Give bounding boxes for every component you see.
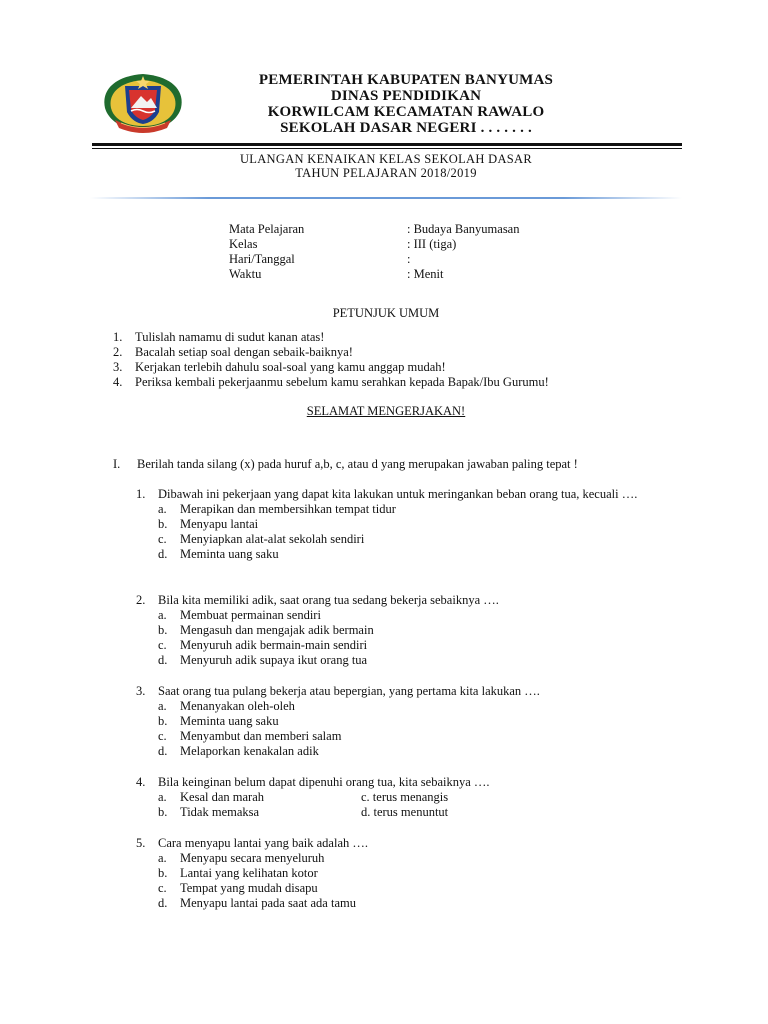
- answer-option[interactable]: [158, 729, 678, 744]
- option-text: Tempat yang mudah disapu: [180, 881, 318, 895]
- question-number: 2.: [136, 593, 146, 607]
- option-text: Menyapu lantai: [180, 517, 259, 531]
- answer-option[interactable]: [158, 623, 678, 638]
- list-item: [113, 345, 549, 360]
- answer-option[interactable]: [158, 638, 678, 653]
- option-letter: b.: [158, 714, 168, 728]
- answer-option[interactable]: [158, 881, 678, 896]
- letterhead-line-district: KORWILCAM KECAMATAN RAWALO: [267, 104, 545, 120]
- option-letter: b.: [158, 623, 168, 637]
- letterhead-line-government: PEMERINTAH KABUPATEN BANYUMAS: [258, 72, 554, 88]
- info-value: : Menit: [407, 267, 444, 281]
- header-divider-thin: [92, 148, 682, 149]
- question-text: Saat orang tua pulang bekerja atau bepergian, yang pertama kita lakukan ….: [158, 684, 540, 698]
- question-4: [136, 775, 678, 820]
- option-letter: c.: [158, 729, 167, 743]
- item-text: Periksa kembali pekerjaanmu sebelum kamu serahkan kepada Bapak/Ibu Gurumu!: [135, 375, 549, 389]
- section-text: Berilah tanda silang (x) pada huruf a,b, c, atau d yang merupakan jawaban paling tepat !: [137, 457, 578, 471]
- answer-option[interactable]: [158, 517, 678, 532]
- answer-option[interactable]: [158, 896, 678, 911]
- answer-options: [158, 790, 678, 820]
- option-letter: c.: [158, 638, 167, 652]
- question-text: Cara menyapu lantai yang baik adalah ….: [158, 836, 368, 850]
- option-letter: a.: [158, 790, 167, 804]
- exam-title-line2: TAHUN PELAJARAN 2018/2019: [295, 166, 477, 180]
- answer-option[interactable]: [361, 805, 448, 820]
- answer-option-row: [158, 790, 678, 805]
- instructions-heading: PETUNJUK UMUM: [332, 306, 440, 320]
- info-label: Waktu: [229, 267, 262, 281]
- question-number: 4.: [136, 775, 146, 789]
- info-value: :: [407, 252, 411, 266]
- option-text: d. terus menuntut: [361, 805, 449, 819]
- option-letter: b.: [158, 866, 168, 880]
- info-row-date: [229, 252, 519, 267]
- info-label: Mata Pelajaran: [229, 222, 305, 236]
- section-heading: [113, 457, 578, 472]
- option-text: Menanyakan oleh-oleh: [180, 699, 295, 713]
- info-row-time: [229, 267, 519, 282]
- option-letter: d.: [158, 896, 168, 910]
- answer-option[interactable]: [158, 502, 678, 517]
- option-text: Membuat permainan sendiri: [180, 608, 321, 622]
- option-text: c. terus menangis: [361, 790, 449, 804]
- option-letter: b.: [158, 517, 168, 531]
- answer-option[interactable]: [158, 653, 678, 668]
- banyumas-regency-emblem-icon: [95, 68, 191, 136]
- answer-option[interactable]: [158, 790, 361, 805]
- answer-option[interactable]: [158, 714, 678, 729]
- instructions-list: [113, 330, 549, 390]
- answer-options: [158, 608, 678, 668]
- option-text: Menyapu lantai pada saat ada tamu: [180, 896, 356, 910]
- list-item: [113, 360, 549, 375]
- question-text: Bila kita memiliki adik, saat orang tua sedang bekerja sebaiknya ….: [158, 593, 499, 607]
- option-letter: d.: [158, 744, 168, 758]
- answer-option[interactable]: [361, 790, 448, 805]
- question-stem: [136, 775, 678, 790]
- option-letter: d.: [158, 547, 168, 561]
- option-letter: b.: [158, 805, 168, 819]
- info-row-subject: [229, 222, 519, 237]
- option-text: Lantai yang kelihatan kotor: [180, 866, 318, 880]
- item-text: Bacalah setiap soal dengan sebaik-baiknya!: [135, 345, 353, 359]
- option-text: Menyambut dan memberi salam: [180, 729, 342, 743]
- answer-option[interactable]: [158, 547, 678, 562]
- info-row-class: [229, 237, 519, 252]
- option-text: Tidak memaksa: [180, 805, 260, 819]
- option-text: Kesal dan marah: [180, 790, 264, 804]
- exam-title-line1: ULANGAN KENAIKAN KELAS SEKOLAH DASAR: [239, 152, 533, 166]
- answer-option[interactable]: [158, 744, 678, 759]
- option-text: Menyuruh adik bermain-main sendiri: [180, 638, 368, 652]
- item-number: 4.: [113, 375, 123, 389]
- item-text: Tulislah namamu di sudut kanan atas!: [135, 330, 325, 344]
- answer-option[interactable]: [158, 699, 678, 714]
- question-text: Dibawah ini pekerjaan yang dapat kita lakukan untuk meringankan beban orang tua, kecuali ….: [158, 487, 638, 501]
- option-letter: a.: [158, 851, 167, 865]
- section-number: I.: [113, 457, 121, 471]
- option-text: Menyuruh adik supaya ikut orang tua: [180, 653, 368, 667]
- closing-message: SELAMAT MENGERJAKAN!: [306, 404, 466, 418]
- option-text: Meminta uang saku: [180, 547, 279, 561]
- option-text: Meminta uang saku: [180, 714, 279, 728]
- option-text: Menyiapkan alat-alat sekolah sendiri: [180, 532, 365, 546]
- question-stem: [136, 593, 678, 608]
- answer-option[interactable]: [158, 805, 361, 820]
- question-number: 5.: [136, 836, 146, 850]
- info-value: : Budaya Banyumasan: [407, 222, 520, 236]
- answer-option-row: [158, 805, 678, 820]
- question-2: [136, 593, 678, 668]
- answer-options: [158, 851, 678, 911]
- option-letter: c.: [158, 881, 167, 895]
- question-text: Bila keinginan belum dapat dipenuhi orang tua, kita sebaiknya ….: [158, 775, 490, 789]
- answer-option[interactable]: [158, 608, 678, 623]
- list-item: [113, 330, 549, 345]
- option-letter: a.: [158, 699, 167, 713]
- option-text: Menyapu secara menyeluruh: [180, 851, 325, 865]
- answer-option[interactable]: [158, 532, 678, 547]
- question-stem: [136, 836, 678, 851]
- question-number: 3.: [136, 684, 146, 698]
- option-letter: c.: [158, 532, 167, 546]
- answer-option[interactable]: [158, 851, 678, 866]
- exam-title: [180, 152, 592, 180]
- exam-info: [229, 222, 519, 282]
- item-text: Kerjakan terlebih dahulu soal-soal yang kamu anggap mudah!: [135, 360, 446, 374]
- question-stem: [136, 684, 678, 699]
- option-text: Mengasuh dan mengajak adik bermain: [180, 623, 374, 637]
- answer-options: [158, 699, 678, 759]
- option-text: Melaporkan kenakalan adik: [180, 744, 319, 758]
- list-item: [113, 375, 549, 390]
- question-number: 1.: [136, 487, 146, 501]
- question-1: [136, 487, 678, 562]
- answer-options: [158, 502, 678, 562]
- header-divider-thick: [92, 143, 682, 146]
- item-number: 3.: [113, 360, 123, 374]
- option-letter: a.: [158, 502, 167, 516]
- letterhead-line-school: SEKOLAH DASAR NEGERI . . . . . . .: [280, 120, 532, 136]
- item-number: 1.: [113, 330, 123, 344]
- section-item: [113, 457, 578, 472]
- letterhead-line-department: DINAS PENDIDIKAN: [330, 88, 482, 104]
- info-label: Kelas: [229, 237, 258, 251]
- question-stem: [136, 487, 678, 502]
- letterhead: [200, 72, 612, 136]
- question-5: [136, 836, 678, 911]
- item-number: 2.: [113, 345, 123, 359]
- option-letter: d.: [158, 653, 168, 667]
- title-divider: [90, 197, 682, 199]
- answer-option[interactable]: [158, 866, 678, 881]
- info-label: Hari/Tanggal: [229, 252, 295, 266]
- question-3: [136, 684, 678, 759]
- info-value: : III (tiga): [407, 237, 457, 251]
- option-letter: a.: [158, 608, 167, 622]
- option-text: Merapikan dan membersihkan tempat tidur: [180, 502, 396, 516]
